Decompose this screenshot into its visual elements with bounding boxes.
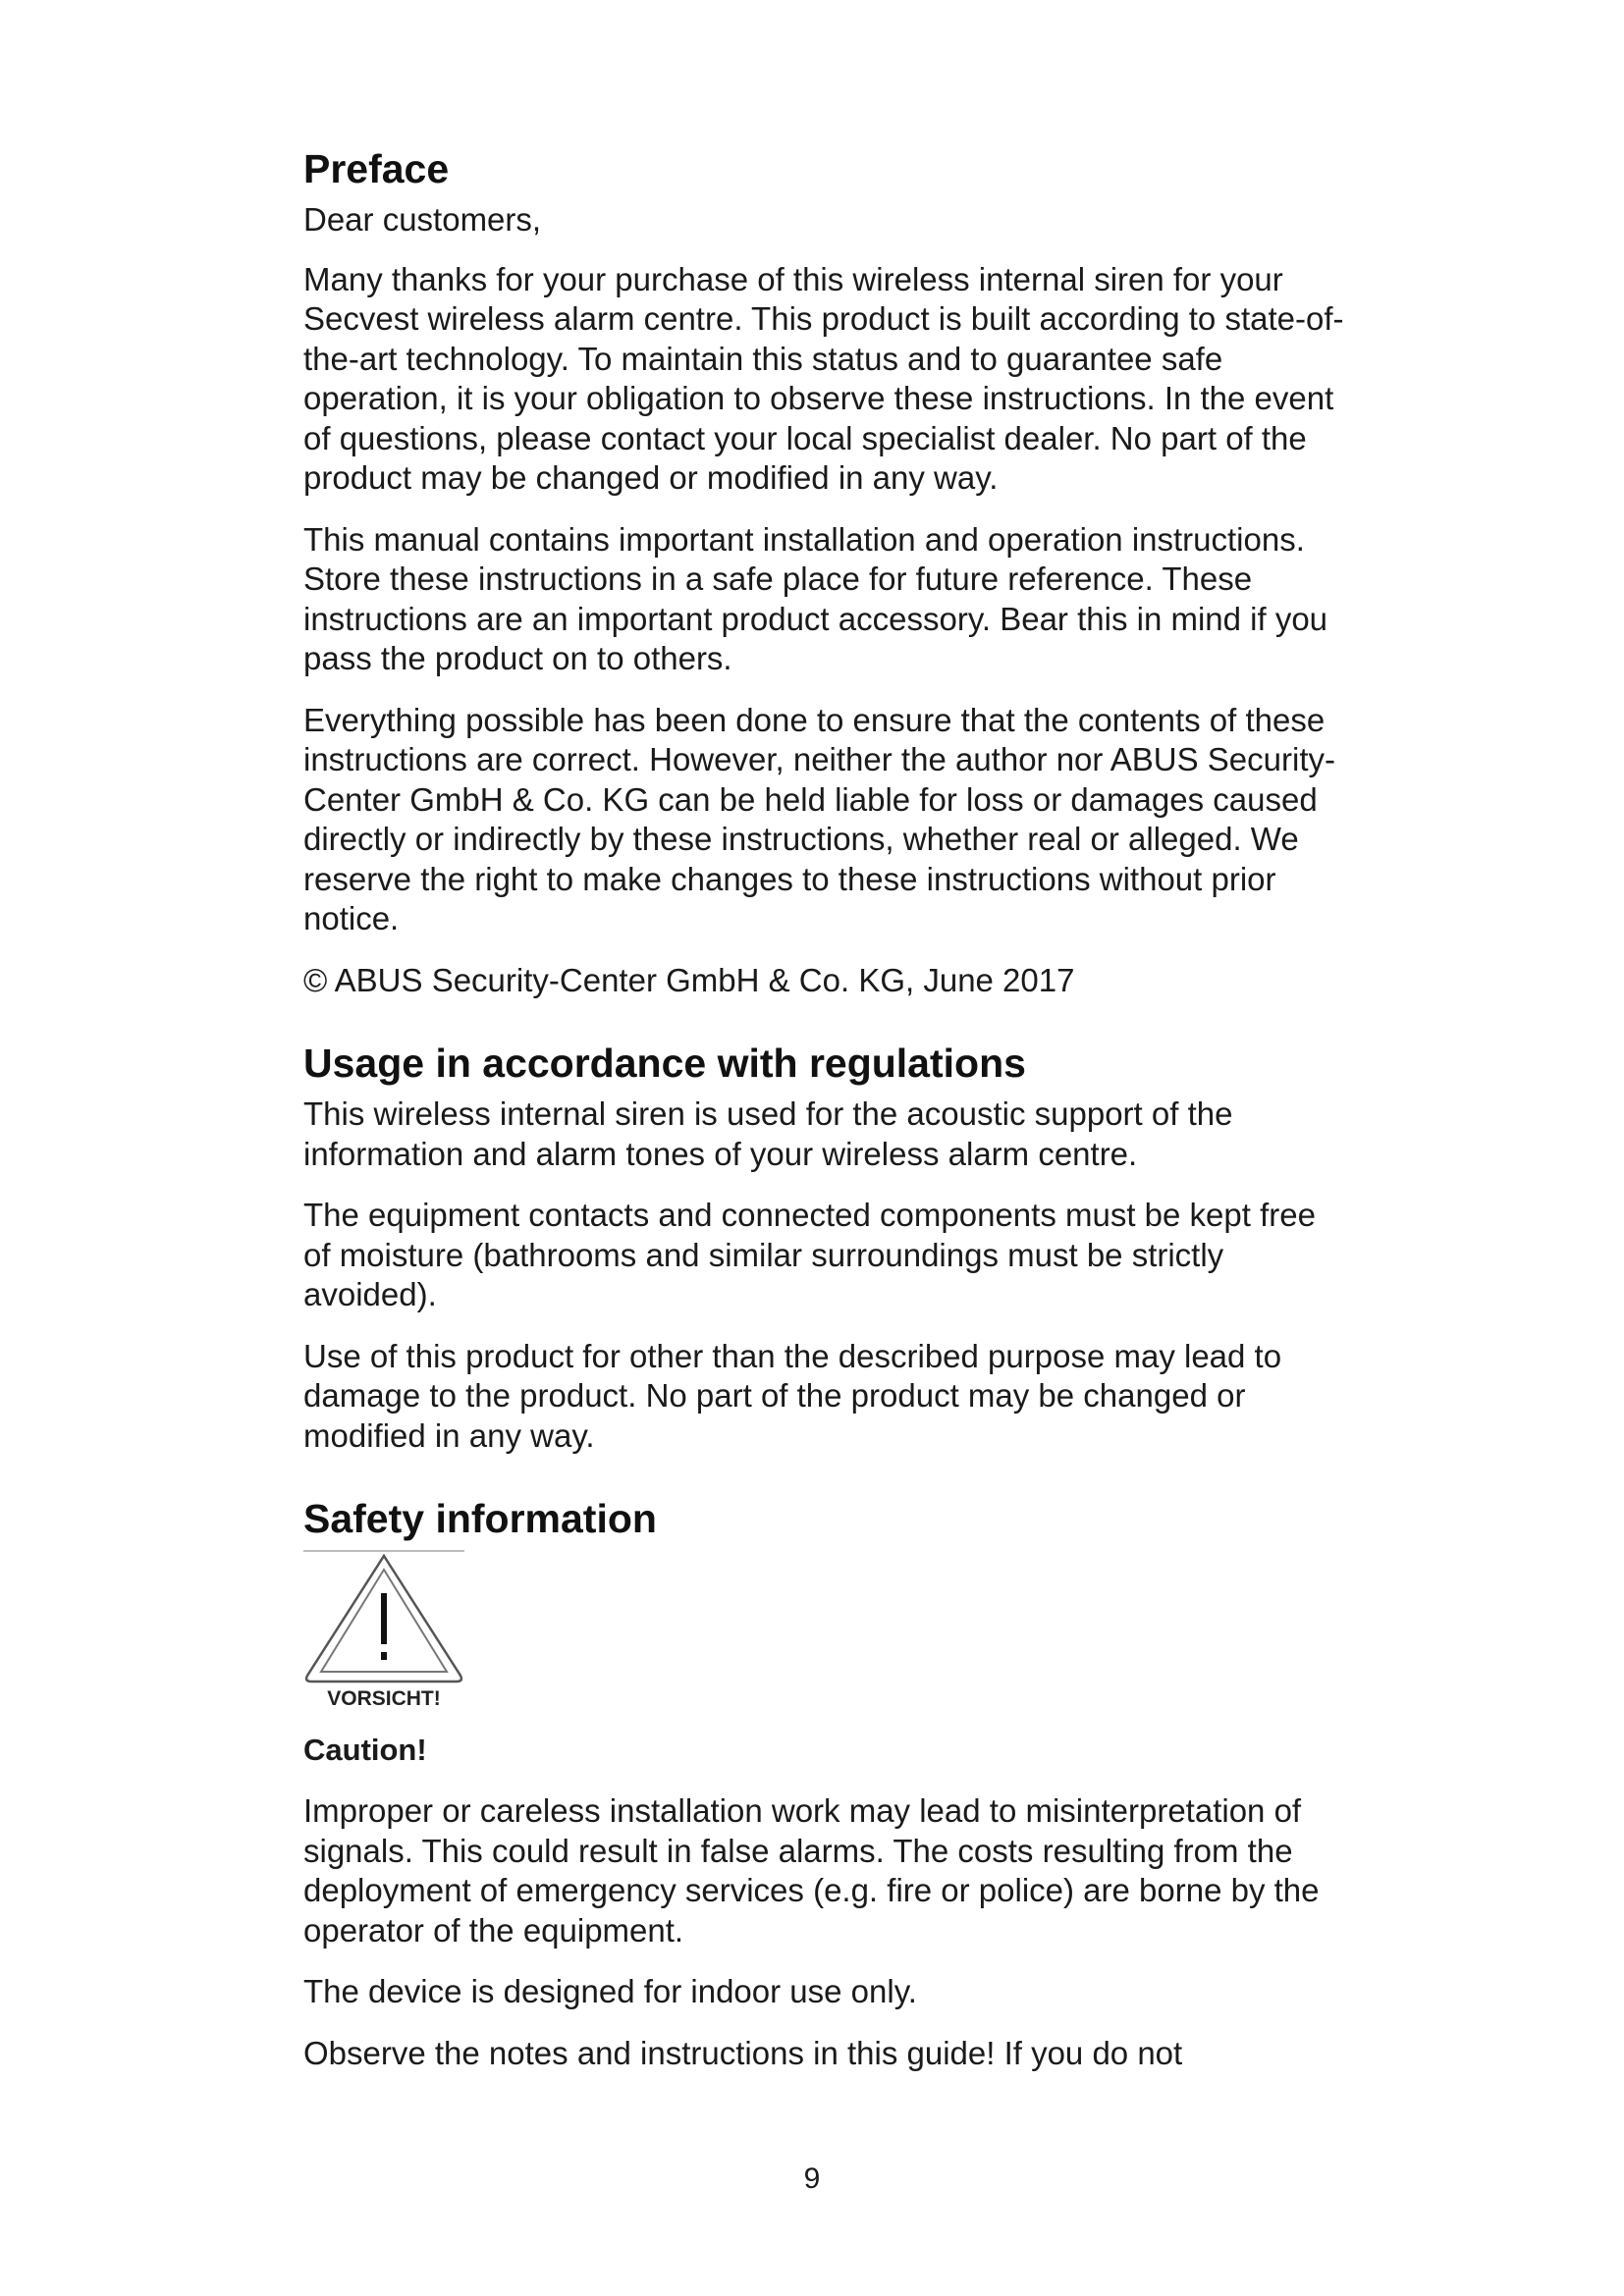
preface-section [303,145,1344,1000]
safety-heading: Safety information [303,1496,657,1541]
preface-paragraph: Everything possible has been done to ensure that the contents of these instructions are correct. However, neither the author nor ABUS Security-Center GmbH & Co. KG can be held liable for loss or damages caused directly or indirectly by these instructions, whether real or alleged. We reserve the right to make changes to these instructions without prior notice. [303,701,1335,936]
manual-page [303,145,1344,2095]
warning-triangle-icon [303,1550,464,1709]
safety-section [303,1495,1344,2073]
safety-paragraph: Improper or careless installation work may lead to misinterpretation of signals. This could result in false alarms. The costs resulting from the deployment of emergency services (e.g. fire or police) are borne by the operator of the equipment. [303,1792,1320,1949]
usage-section [303,1040,1344,1456]
usage-heading: Usage in accordance with regulations [303,1041,1026,1086]
preface-heading: Preface [303,146,450,191]
safety-paragraph: The device is designed for indoor use only. [303,1973,917,2009]
copyright-notice: © ABUS Security-Center GmbH & Co. KG, June 2017 [303,961,1075,998]
caution-title: Caution! [303,1733,427,1767]
preface-paragraph: This manual contains important installation and operation instructions. Store these instructions in a safe place for future reference. These instructions are an important product accessory. Bear this in mind if you pass the product on to others. [303,520,1328,676]
warning-graphic-block [303,1550,1344,1709]
usage-paragraph: This wireless internal siren is used for the acoustic support of the information and alarm tones of your wireless alarm centre. [303,1095,1233,1172]
warning-label: VORSICHT! [327,1687,441,1709]
usage-paragraph: Use of this product for other than the described purpose may lead to damage to the product. No part of the product may be changed or modified in any way. [303,1337,1282,1454]
safety-paragraph: Observe the notes and instructions in this guide! If you do not [303,2034,1183,2071]
preface-greeting: Dear customers, [303,201,542,238]
page-number: 9 [803,2163,821,2195]
usage-paragraph: The equipment contacts and connected components must be kept free of moisture (bathrooms and similar surroundings must be strictly avoided). [303,1197,1316,1312]
preface-paragraph: Many thanks for your purchase of this wireless internal siren for your Secvest wireless alarm centre. This product is built according to state-of-the-art technology. To maintain this status and to guarantee safe operation, it is your obligation to observe these instructions. In the event of questions, please contact your local specialist dealer. No part of the product may be changed or modified in any way. [303,260,1344,496]
